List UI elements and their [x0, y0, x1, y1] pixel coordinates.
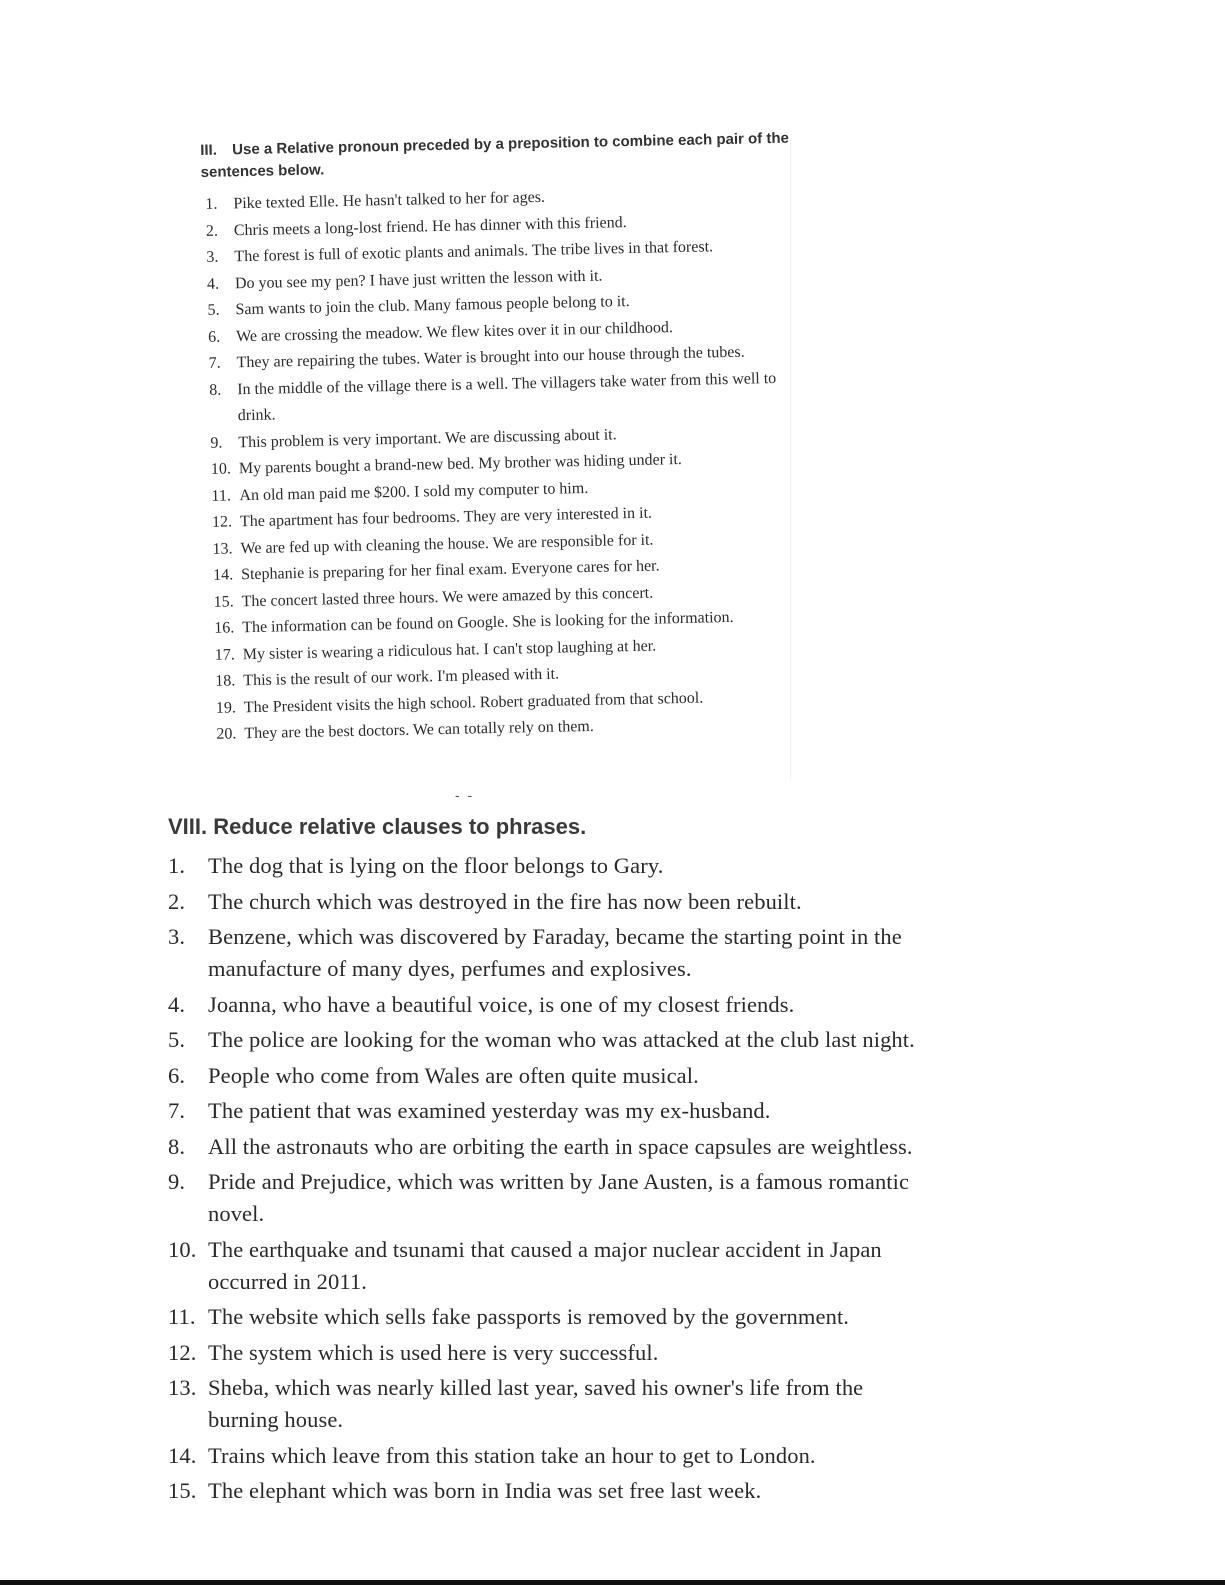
list-item	[168, 1234, 938, 1298]
item-text: We are fed up with cleaning the house. We are responsible for it.	[240, 531, 654, 557]
item-number: 1.	[205, 195, 218, 213]
item-text: The patient that was examined yesterday was my ex-husband.	[208, 1098, 771, 1123]
item-number: 19.	[215, 698, 237, 717]
list-item	[168, 1131, 938, 1163]
item-text: The system which is used here is very successful.	[208, 1339, 659, 1365]
item-number: 6.	[168, 1062, 186, 1088]
item-number: 15.	[213, 592, 234, 611]
item-number: 12.	[211, 513, 233, 531]
scan-bottom-edge	[0, 1580, 1225, 1585]
separator-mark: - -	[455, 787, 475, 803]
item-number: 15.	[168, 1478, 197, 1503]
item-text: Pride and Prejudice, which was written by Jane Austen, is a famous romantic novel.	[208, 1169, 910, 1226]
list-item	[168, 1372, 938, 1436]
item-text: This is the result of our work. I'm pleased with it.	[243, 665, 560, 690]
exercise-section-viii	[168, 810, 938, 1511]
list-item	[168, 989, 938, 1021]
item-text: They are repairing the tubes. Water is brought into our house through the tubes.	[236, 343, 745, 372]
item-text: Chris meets a long-lost friend. He has dinner with this friend.	[233, 213, 627, 239]
item-number: 5.	[207, 301, 220, 319]
list-item	[168, 921, 938, 985]
list-item	[168, 1166, 938, 1230]
item-text: People who come from Wales are often quite musical.	[208, 1062, 699, 1088]
item-number: 4.	[168, 991, 186, 1017]
item-text: An old man paid me $200. I sold my computer to him.	[239, 479, 589, 504]
list-item	[168, 1024, 938, 1056]
item-number: 17.	[214, 645, 235, 664]
item-number: 13.	[168, 1375, 197, 1400]
item-number: 1.	[168, 853, 186, 878]
item-number: 18.	[215, 672, 236, 690]
list-item	[168, 886, 938, 918]
item-number: 16.	[214, 619, 235, 637]
list-item	[168, 1301, 938, 1333]
item-text: Sheba, which was nearly killed last year, saved his owner's life from the burning house.	[208, 1375, 864, 1432]
item-text: Joanna, who have a beautiful voice, is one of my closest friends.	[208, 991, 795, 1017]
item-number: 3.	[168, 924, 186, 949]
item-number: 6.	[207, 328, 221, 346]
item-number: 5.	[168, 1027, 186, 1052]
section-iii-number: III.	[200, 141, 218, 159]
item-text: The information can be found on Google. She is looking for the information.	[242, 608, 734, 637]
item-text: Pike texted Elle. He hasn't talked to her for ages.	[233, 188, 546, 213]
section-iii-heading	[200, 127, 801, 184]
list-item	[168, 1440, 938, 1472]
item-text: Benzene, which was discovered by Faraday, became the starting point in the manufacture of many dyes, perfumes and explosives.	[208, 924, 902, 981]
item-number: 9.	[168, 1169, 186, 1194]
list-item	[168, 1475, 938, 1507]
item-text: They are the best doctors. We can totally rely on them.	[244, 717, 594, 743]
item-text: Trains which leave from this station take an hour to get to London.	[208, 1442, 816, 1468]
item-number: 10.	[210, 460, 232, 478]
item-number: 11.	[211, 486, 232, 505]
item-text: My parents bought a brand-new bed. My brother was hiding under it.	[238, 450, 682, 478]
section-iii-list	[201, 179, 813, 748]
section-viii-list	[168, 850, 938, 1507]
item-text: We are crossing the meadow. We flew kites over it in our childhood.	[235, 318, 674, 345]
item-number: 13.	[212, 539, 233, 558]
item-text: Do you see my pen? I have just written the lesson with it.	[234, 267, 603, 292]
item-number: 7.	[208, 354, 221, 372]
item-number: 9.	[210, 434, 223, 452]
item-text: The dog that is lying on the floor belongs to Gary.	[208, 853, 664, 878]
item-number: 8.	[209, 381, 222, 399]
item-number: 2.	[168, 888, 186, 914]
item-number: 14.	[168, 1442, 197, 1468]
item-text: The website which sells fake passports is removed by the government.	[208, 1304, 850, 1329]
item-number: 2.	[205, 222, 219, 240]
exercise-section-iii	[200, 127, 813, 748]
item-text: The police are looking for the woman who was attacked at the club last night.	[208, 1027, 915, 1052]
item-text: All the astronauts who are orbiting the earth in space capsules are weightless.	[208, 1133, 913, 1159]
list-item	[168, 850, 938, 882]
item-text: Sam wants to join the club. Many famous people belong to it.	[235, 293, 630, 319]
list-item	[168, 1337, 938, 1369]
list-item	[168, 1095, 938, 1127]
item-text: The apartment has four bedrooms. They are very interested in it.	[239, 504, 653, 531]
item-text: The President visits the high school. Robert graduated from that school.	[243, 689, 704, 716]
item-number: 20.	[216, 725, 237, 743]
item-text: The concert lasted three hours. We were amazed by this concert.	[241, 584, 654, 610]
item-number: 11.	[168, 1304, 196, 1329]
item-number: 7.	[168, 1098, 186, 1123]
item-text: Stephanie is preparing for her final exam. Everyone cares for her.	[240, 557, 660, 584]
list-item	[168, 1060, 938, 1092]
item-text: My sister is wearing a ridiculous hat. I can't stop laughing at her.	[242, 637, 657, 663]
item-text: This problem is very important. We are discussing about it.	[238, 425, 617, 451]
item-text: The forest is full of exotic plants and animals. The tribe lives in that forest.	[234, 238, 714, 266]
section-viii-title: VIII. Reduce relative clauses to phrases.	[168, 814, 587, 839]
item-number: 4.	[206, 275, 220, 293]
item-number: 10.	[168, 1236, 197, 1262]
item-text: The elephant which was born in India was set free last week.	[208, 1478, 762, 1503]
item-number: 12.	[168, 1339, 197, 1365]
item-text: The earthquake and tsunami that caused a major nuclear accident in Japan occurred in 2011.	[208, 1236, 882, 1294]
item-text: In the middle of the village there is a well. The villagers take water from this well to drink.	[237, 369, 777, 425]
item-number: 8.	[168, 1133, 186, 1159]
item-number: 14.	[212, 566, 234, 584]
item-text: The church which was destroyed in the fire has now been rebuilt.	[208, 888, 802, 914]
section-iii-title: Use a Relative pronoun preceded by a preposition to combine each pair of the sentences below.	[200, 129, 790, 181]
item-number: 3.	[206, 248, 219, 266]
